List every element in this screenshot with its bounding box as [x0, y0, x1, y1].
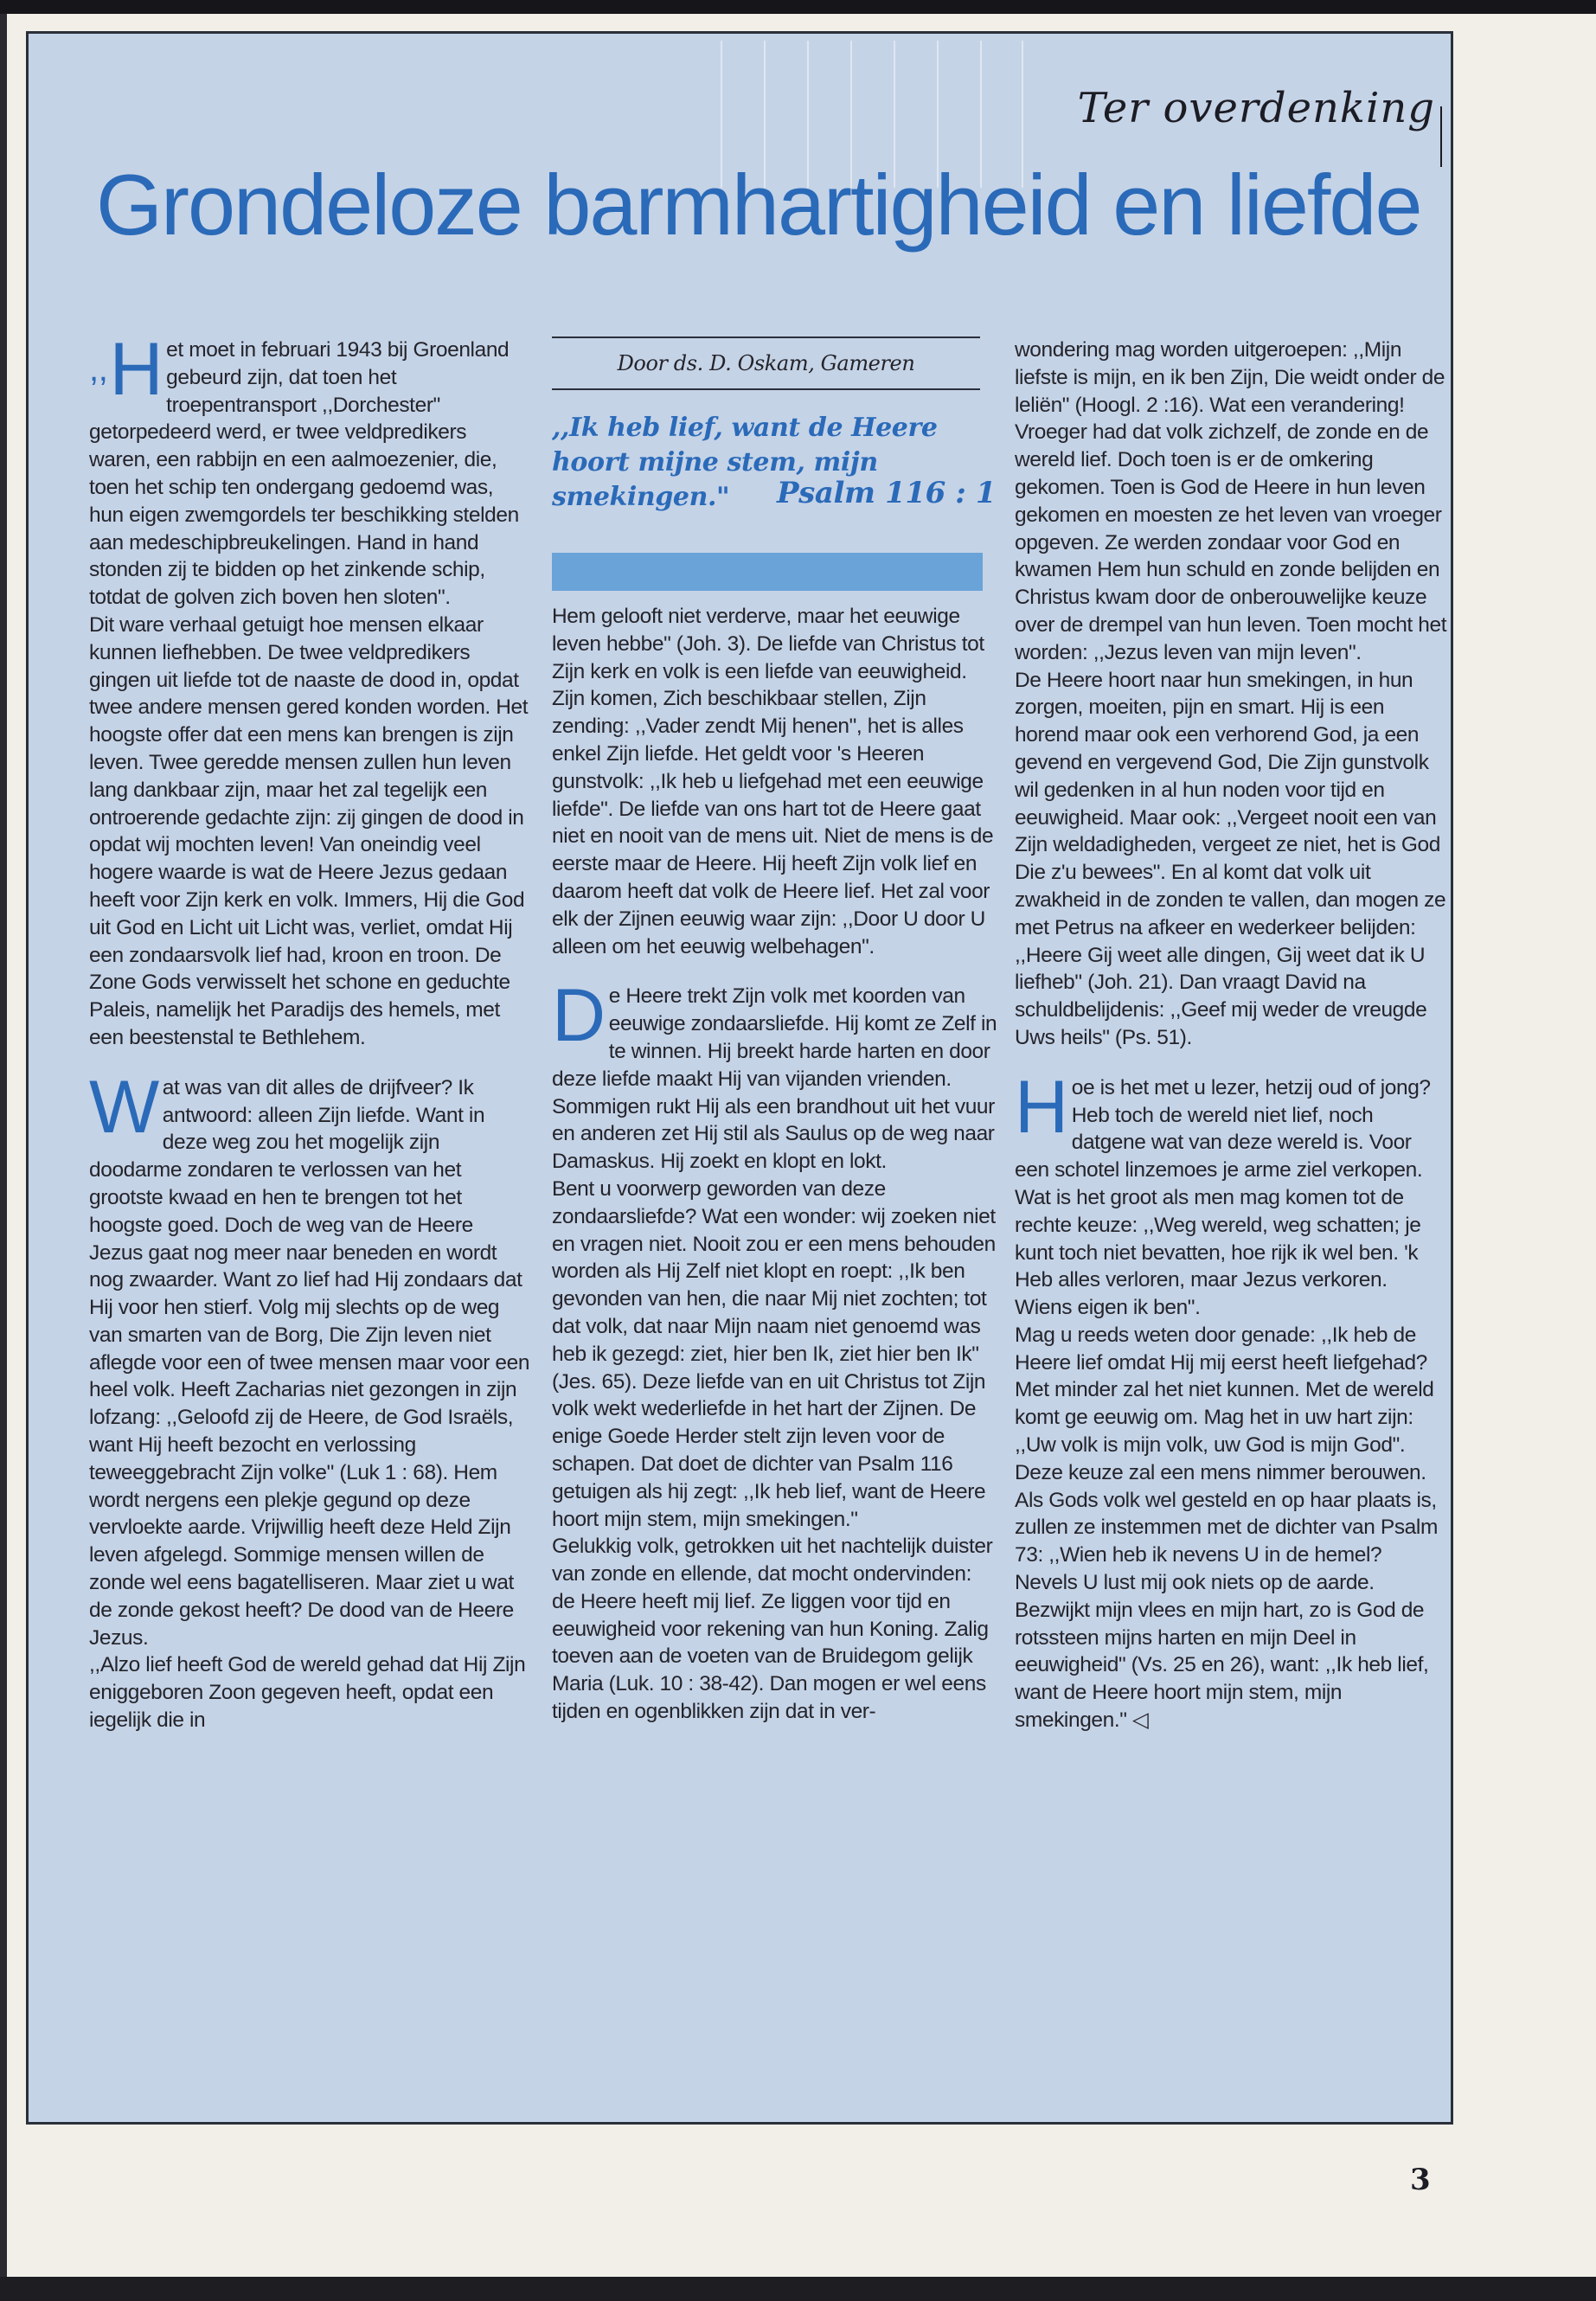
paragraph: Gelukkig volk, getrokken uit het nachtelijk duister van zonde en ellende, dat mocht ondervinden: de Heere heeft mij lief. Ze liggen voor tijd en eeuwigheid voor rekening van hun Koning. Zalig toeven aan de voeten van de Bruidegom gelijk Maria (Luk. 10 : 38-42). Dan mogen er wel eens tijden en ogenblikken zijn dat in ver- [552, 1535, 993, 1724]
author-byline: Door ds. D. Oskam, Gameren [552, 336, 980, 390]
section-category: Ter overdenking [1077, 84, 1435, 132]
paragraph: Dit ware verhaal getuigt hoe mensen elkaar kunnen liefhebben. De twee veldpredikers gingen uit liefde tot de naaste de dood in, opdat twee andere mensen gered konden worden. Het hoogste offer dat een mens kan brengen is zijn leven. Twee geredde mensen zullen hun leven lang dankbaar zijn, maar het zal tegelijk een ontroerende gedachte zijn: zij gingen de dood in opdat wij mochten leven! Van oneindig veel hogere waarde is wat de Heere Jezus gedaan heeft voor Zijn kerk en volk. Immers, Hij die God uit God en Licht uit Licht was, verliet, omdat Hij een zondaarsvolk lief had, kroon en troon. De Zone Gods verwisselt het schone en geduchte Paleis, namelijk het Paradijs des hemels, met een beestenstal te Bethlehem. [89, 612, 529, 1049]
paragraph: Bent u voorwerp geworden van deze zondaarsliefde? Wat een wonder: wij zoeken niet en vragen niet. Nooit zou er een mens behouden worden als Hij Zelf niet klopt en roept: ,,Ik ben gevonden van hen, die naar Mij niet zochten; tot dat volk, dat naar Mijn naam niet genoemd was heb ik gezegd: ziet, hier ben Ik, ziet hier ben Ik" (Jes. 65). Deze liefde van en uit Christus tot Zijn volk wekt wederliefde in het hart der Zijnen. De enige Goede Herder stelt zijn leven voor de schapen. Dat doet de dichter van Psalm 116 getuigen als hij zegt: ,,Ik heb lief, want de Heere hoort mijn stem, mijn smekingen." [552, 1176, 996, 1531]
top-edge [0, 0, 1596, 14]
page-binding [0, 14, 7, 2277]
column-1 [89, 328, 530, 1734]
paragraph: ,,Alzo lief heeft God de wereld gehad dat Hij Zijn eniggeboren Zoon gegeven heeft, opdat een iegelijk die in [89, 1653, 526, 1733]
pull-quote-reference: Psalm 116 : 1 [777, 476, 997, 510]
bottom-edge [0, 2277, 1596, 2301]
drop-cap: ,,H [89, 328, 163, 411]
article-title: Grondeloze barmhartigheid en liefde [96, 157, 1421, 253]
page-number: 3 [1410, 2163, 1431, 2197]
pull-quote-box [552, 336, 997, 596]
drop-cap: D [552, 974, 606, 1058]
column-3 [1015, 336, 1447, 1734]
paragraph: De Heere trekt Zijn volk met koorden van eeuwige zondaarsliefde. Hij komt ze Zelf in te winnen. Hij breekt harde harten en door deze liefde maakt Hij van vijanden vrienden. Sommigen rukt Hij als een brandhout uit het vuur en anderen zet Hij stil als Saulus op de weg naar Damaskus. Hij zoekt en klopt en lokt. [552, 974, 997, 1174]
paragraph: Wat was van dit alles de drijfveer? Ik antwoord: alleen Zijn liefde. Want in deze weg zou het mogelijk zijn doodarme zondaren te verlossen van het grootste kwaad en hen te brengen tot het hoogste goed. Doch de weg van de Heere Jezus gaat nog meer naar beneden en wordt nog zwaarder. Want zo lief had Hij zondaars dat Hij voor hen stierf. Volg mij slechts op de weg van smarten van de Borg, Die Zijn leven niet aflegde voor een of twee mensen maar voor een heel volk. Heeft Zacharias niet gezongen in zijn lofzang: ,,Geloofd zij de Heere, de God Israëls, want Hij heeft bezocht en verlossing teweeggebracht Zijn volke" (Luk 1 : 68). Hem wordt nergens een plekje gegund op deze vervloekte aarde. Vrijwillig heeft deze Held Zijn leven afgelegd. Sommige mensen willen de zonde wel eens bagatelliseren. Maar ziet u wat de zonde gekost heeft? De dood van de Heere Jezus. [89, 1065, 530, 1650]
drop-cap: H [1015, 1065, 1068, 1149]
drop-cap: W [89, 1065, 159, 1149]
accent-bar [552, 553, 983, 591]
category-rule [1440, 106, 1442, 167]
paragraph: Hem gelooft niet verderve, maar het eeuwige leven hebbe" (Joh. 3). De liefde van Christus tot Zijn kerk en volk is een liefde van eeuwigheid. Zijn komen, Zich beschikbaar stellen, Zijn zending: ,,Vader zendt Mij henen", het is alles enkel Zijn liefde. Het geldt voor 's Heeren gunstvolk: ,,Ik heb u liefgehad met een eeuwige liefde". De liefde van ons hart tot de Heere gaat niet en nooit van de mens uit. Niet de mens is de eerste maar de Heere. Hij heeft Zijn volk lief en daarom heeft dat volk de Heere lief. Het zal voor elk der Zijnen eeuwig waar zijn: ,,Door U door U alleen om het eeuwig welbehagen". [552, 605, 994, 958]
pull-quote: ,,Ik heb lief, want de Heere hoort mijne stem, mijn smekingen." [552, 413, 938, 512]
paragraph: Mag u reeds weten door genade: ,,Ik heb de Heere lief omdat Hij mij eerst heeft liefgehad? Met minder zal het niet kunnen. Met de wereld komt ge eeuwig om. Mag het in uw hart zijn: ,,Uw volk is mijn volk, uw God is mijn God". Deze keuze zal een mens nimmer berouwen. Als Gods volk wel gesteld en op haar plaats is, zullen ze instemmen met de dichter van Psalm 73: ,,Wien heb ik nevens U in de hemel? Nevels U lust mij ook niets op de aarde. Bezwijkt mijn vlees en mijn hart, zo is God de rotssteen mijns harten en mijn Deel in eeuwigheid" (Vs. 25 en 26), want: ,,Ik heb lief, want de Heere hoort mijn stem, mijn smekingen." ◁ [1015, 1323, 1438, 1733]
column-2 [552, 336, 997, 1726]
article-panel [26, 31, 1453, 2125]
paragraph: wondering mag worden uitgeroepen: ,,Mijn liefste is mijn, en ik ben Zijn, Die weidt onder de leliën" (Hoogl. 2 :16). Wat een verandering! Vroeger had dat volk zichzelf, de zonde en de wereld lief. Doch toen is er de omkering gekomen. Toen is God de Heere in hun leven gekomen en moesten ze het leven van vroeger opgeven. Ze werden zondaar voor God en kwamen Hem hun schuld en zonde belijden en Christus kwam door de onberouwelijke keuze over de drempel van hun leven. Toen mocht het worden: ,,Jezus leven van mijn leven". [1015, 338, 1447, 664]
paragraph: ,,H et moet in februari 1943 bij Groenland gebeurd zijn, dat toen het troepentransport ,,Dorchester" getorpedeerd werd, er twee veldpredikers waren, een rabbijn en een aalmoezenier, die, toen het schip ten ondergang gedoemd was, hun eigen zwemgordels ter beschikking stelden aan medeschipbreukelingen. Hand in hand stonden zij te bidden op het zinkende schip, totdat de golven zich boven hen sloten". [89, 328, 519, 610]
paragraph: Hoe is het met u lezer, hetzij oud of jong? Heb toch de wereld niet lief, noch datgene wat van deze wereld is. Voor een schotel linzemoes je arme ziel verkopen. Wat is het groot als men mag komen tot de rechte keuze: ,,Weg wereld, weg schatten; je kunt toch niet bevatten, hoe rijk ik wel ben. 'k Heb alles verloren, maar Jezus verkoren. Wiens eigen ik ben". [1015, 1065, 1431, 1320]
paragraph: De Heere hoort naar hun smekingen, in hun zorgen, moeiten, pijn en smart. Hij is een horend maar ook een verhorend God, ja een gevend en vergevend God, Die Zijn gunstvolk wil gedenken in al hun noden voor tijd en eeuwigheid. Maar ook: ,,Vergeet nooit een van Zijn weldadigheden, vergeet ze niet, het is God Die z'u bewees". En al komt dat volk uit zwakheid in de zonden te vallen, dan mogen ze met Petrus na afkeer en wederkeer belijden: ,,Heere Gij weet alle dingen, Gij weet dat ik U liefheb" (Joh. 21). Dan vraagt David na schuldbelijdenis: ,,Geef mij weder de vreugde Uws heils" (Ps. 51). [1015, 668, 1446, 1049]
